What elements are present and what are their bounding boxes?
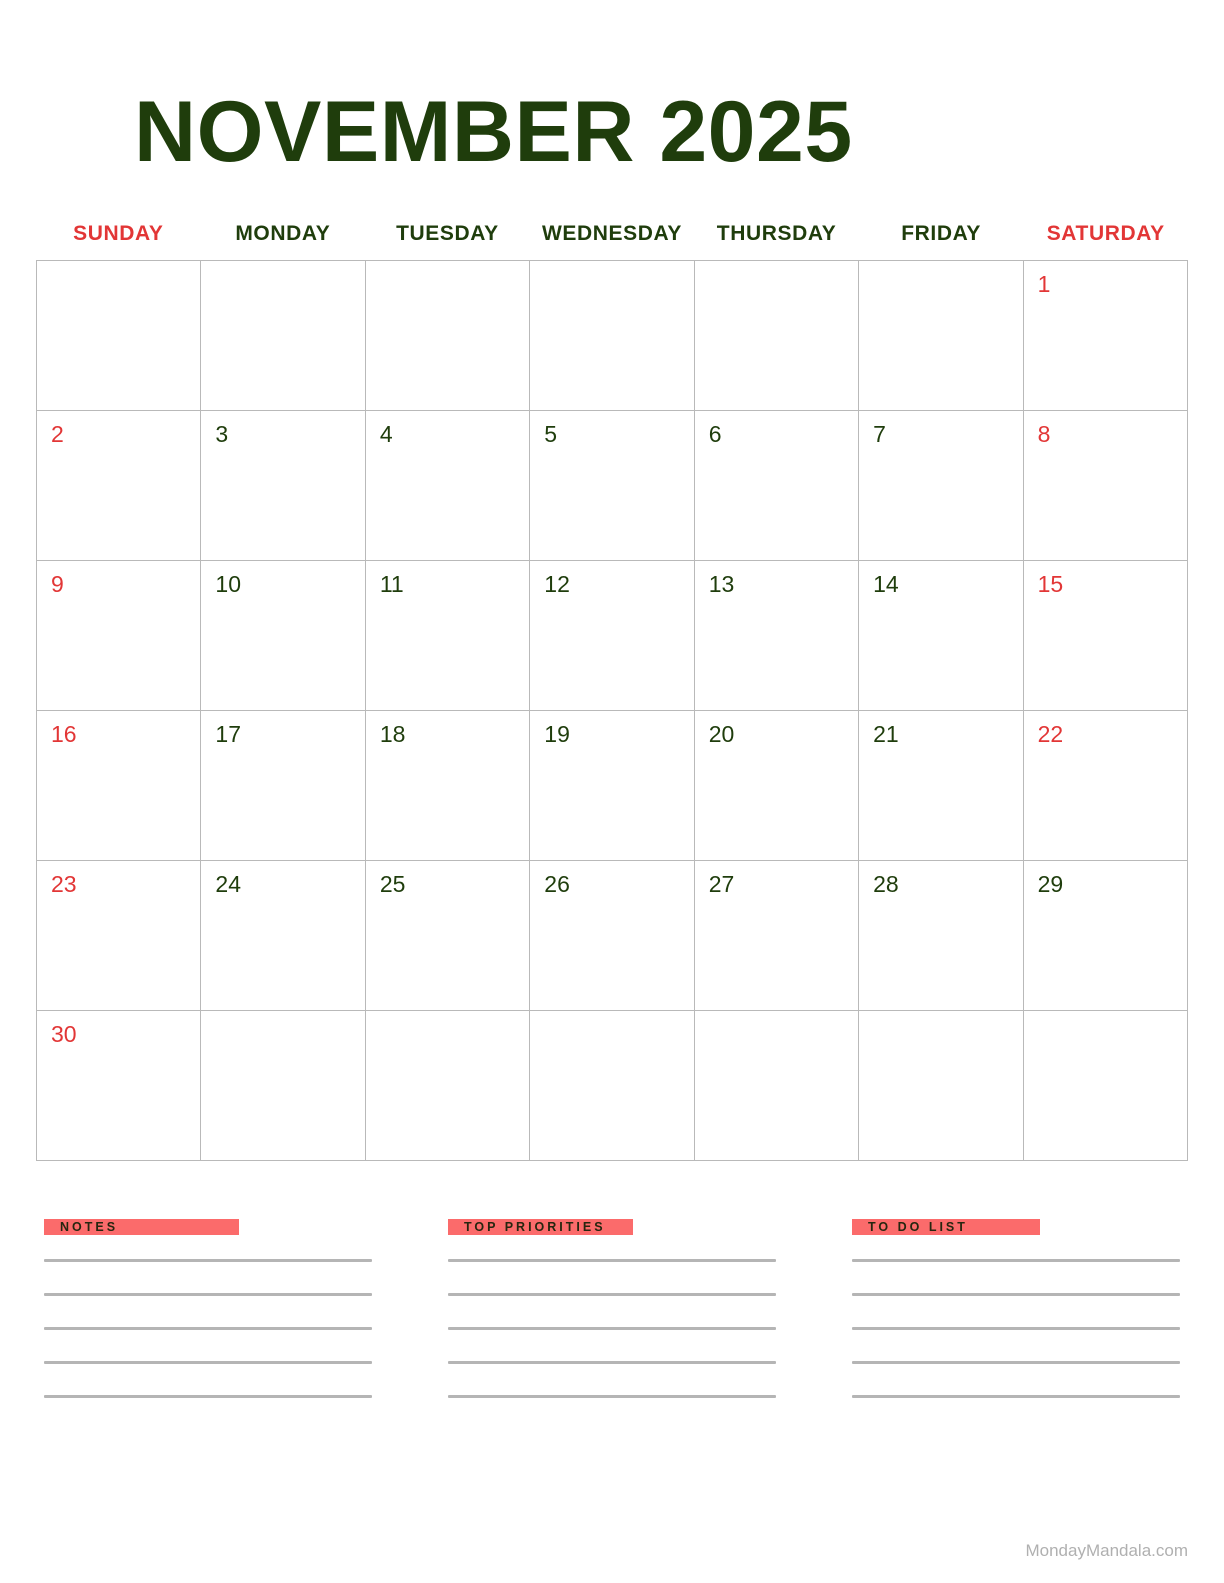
calendar-cell-day[interactable]: [695, 861, 859, 1011]
calendar-cell-empty[interactable]: [366, 261, 530, 411]
weekday-label-tuesday: TUESDAY: [396, 221, 499, 245]
calendar-cell-empty[interactable]: [366, 1011, 530, 1161]
weekday-label-friday: FRIDAY: [901, 221, 982, 245]
calendar-cell-day[interactable]: [366, 711, 530, 861]
section-header-priorities: [448, 1219, 776, 1235]
write-lines-priorities[interactable]: [448, 1259, 776, 1398]
write-line[interactable]: [44, 1327, 372, 1330]
day-number: 10: [215, 570, 242, 597]
section-priorities: [448, 1219, 776, 1429]
day-number: 4: [379, 420, 393, 447]
weekday-label-monday: MONDAY: [235, 221, 331, 245]
day-number: 6: [708, 420, 722, 447]
day-number: 2: [51, 420, 64, 447]
day-number: 1: [1037, 270, 1051, 297]
write-line[interactable]: [448, 1361, 776, 1364]
calendar-cell-empty[interactable]: [530, 261, 694, 411]
calendar-cell-empty[interactable]: [859, 1011, 1023, 1161]
section-title-todo: TO DO LIST: [852, 1219, 1040, 1235]
calendar-cell-day[interactable]: [1024, 861, 1188, 1011]
calendar-grid: [36, 260, 1188, 1161]
calendar-cell-day[interactable]: [859, 711, 1023, 861]
calendar-cell-day[interactable]: [695, 411, 859, 561]
calendar-cell-empty[interactable]: [530, 1011, 694, 1161]
write-line[interactable]: [44, 1259, 372, 1262]
day-number: 9: [51, 570, 64, 597]
day-number: 23: [51, 870, 77, 897]
day-number: 27: [708, 870, 735, 897]
day-number: 28: [873, 870, 899, 897]
calendar-cell-day[interactable]: [530, 711, 694, 861]
weekday-label-saturday: SATURDAY: [1046, 221, 1165, 245]
calendar-cell-empty[interactable]: [37, 261, 201, 411]
day-number: 15: [1037, 570, 1064, 597]
calendar-cell-day[interactable]: [1024, 711, 1188, 861]
day-number: 8: [1037, 420, 1051, 447]
day-number: 18: [379, 720, 406, 747]
day-number: 14: [873, 570, 899, 597]
weekday-label-wednesday: WEDNESDAY: [542, 221, 682, 245]
day-number: 7: [873, 420, 886, 447]
day-number: 30: [51, 1020, 77, 1047]
calendar-cell-empty[interactable]: [201, 1011, 365, 1161]
day-number: 5: [544, 420, 558, 447]
section-notes: [44, 1219, 372, 1429]
calendar-cell-day[interactable]: [530, 861, 694, 1011]
write-line[interactable]: [448, 1293, 776, 1296]
calendar-cell-day[interactable]: [859, 861, 1023, 1011]
day-number: 12: [544, 570, 570, 597]
calendar-cell-day[interactable]: [1024, 561, 1188, 711]
calendar-cell-day[interactable]: [1024, 261, 1188, 411]
calendar-cell-empty[interactable]: [1024, 1011, 1188, 1161]
day-number: 11: [379, 570, 404, 597]
calendar-cell-empty[interactable]: [695, 1011, 859, 1161]
calendar-cell-day[interactable]: [695, 561, 859, 711]
calendar-cell-day[interactable]: [37, 711, 201, 861]
day-number: 29: [1037, 870, 1064, 897]
calendar-cell-day[interactable]: [530, 561, 694, 711]
weekday-label-thursday: THURSDAY: [716, 221, 837, 245]
write-line[interactable]: [448, 1395, 776, 1398]
write-line[interactable]: [448, 1327, 776, 1330]
section-header-notes: [44, 1219, 372, 1235]
write-lines-notes[interactable]: [44, 1259, 372, 1398]
day-number: 17: [215, 720, 242, 747]
section-todo: [852, 1219, 1180, 1429]
calendar-cell-day[interactable]: [201, 561, 365, 711]
section-header-todo: [852, 1219, 1180, 1235]
weekday-label-sunday: SUNDAY: [73, 221, 164, 245]
calendar-cell-day[interactable]: [37, 861, 201, 1011]
day-number: 16: [51, 720, 77, 747]
write-line[interactable]: [852, 1361, 1180, 1364]
write-line[interactable]: [852, 1327, 1180, 1330]
section-title-priorities: TOP PRIORITIES: [448, 1219, 633, 1235]
calendar-cell-day[interactable]: [37, 561, 201, 711]
calendar-cell-day[interactable]: [201, 861, 365, 1011]
write-line[interactable]: [448, 1259, 776, 1262]
write-line[interactable]: [44, 1293, 372, 1296]
bottom-sections: [36, 1219, 1188, 1429]
write-line[interactable]: [44, 1395, 372, 1398]
calendar-cell-day[interactable]: [201, 411, 365, 561]
write-line[interactable]: [852, 1259, 1180, 1262]
calendar-cell-empty[interactable]: [859, 261, 1023, 411]
calendar-cell-day[interactable]: [1024, 411, 1188, 561]
footer-credit: MondayMandala.com: [1025, 1541, 1188, 1560]
day-number: 20: [708, 720, 735, 747]
day-number: 24: [215, 870, 242, 897]
day-number: 19: [544, 720, 570, 747]
write-line[interactable]: [44, 1361, 372, 1364]
write-lines-todo[interactable]: [852, 1259, 1180, 1398]
calendar-cell-day[interactable]: [530, 411, 694, 561]
day-number: 26: [544, 870, 570, 897]
calendar-cell-day[interactable]: [366, 411, 530, 561]
write-line[interactable]: [852, 1293, 1180, 1296]
calendar-cell-empty[interactable]: [201, 261, 365, 411]
calendar-cell-day[interactable]: [859, 561, 1023, 711]
calendar-cell-day[interactable]: [201, 711, 365, 861]
write-line[interactable]: [852, 1395, 1180, 1398]
day-number: 13: [708, 570, 735, 597]
calendar-cell-day[interactable]: [366, 861, 530, 1011]
day-number: 21: [873, 720, 899, 747]
calendar-cell-day[interactable]: [37, 411, 201, 561]
calendar-cell-day[interactable]: [859, 411, 1023, 561]
calendar-cell-empty[interactable]: [695, 261, 859, 411]
weekday-header-row: [36, 222, 1188, 260]
calendar-cell-day[interactable]: [37, 1011, 201, 1161]
section-title-notes: NOTES: [44, 1219, 239, 1235]
day-number: 22: [1037, 720, 1064, 747]
calendar-cell-day[interactable]: [695, 711, 859, 861]
day-number: 3: [215, 420, 229, 447]
calendar-cell-day[interactable]: [366, 561, 530, 711]
page-title: NOVEMBER 2025: [134, 84, 853, 180]
day-number: 25: [379, 870, 406, 897]
